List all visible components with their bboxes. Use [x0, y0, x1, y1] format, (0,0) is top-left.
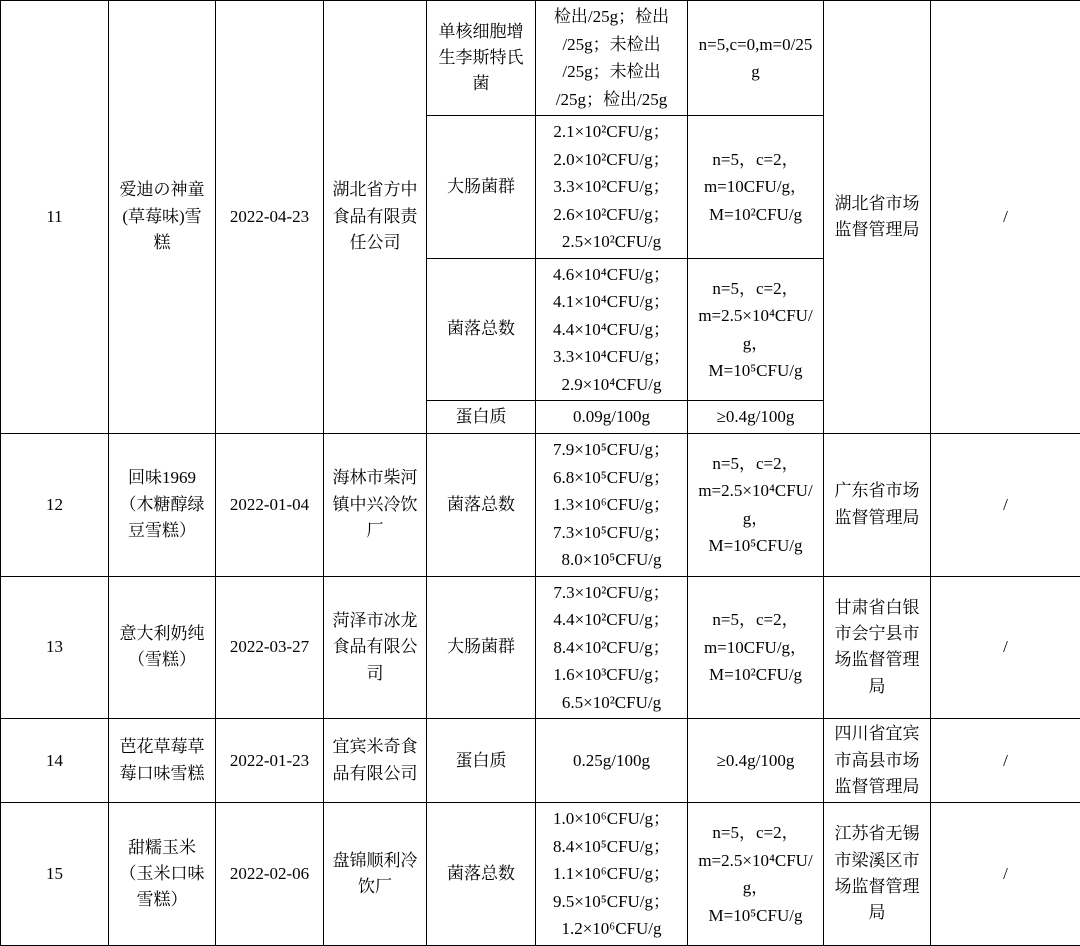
cell-test-result: 7.9×10⁵CFU/g； 6.8×10⁵CFU/g； 1.3×10⁶CFU/g； 7.3×10⁵CFU/g； 8.0×10⁵CFU/g [536, 433, 688, 576]
cell-test-result: 0.25g/100g [536, 719, 688, 803]
cell-test-item: 大肠菌群 [427, 116, 536, 259]
table-row [1, 433, 1080, 576]
cell-test-item: 菌落总数 [427, 258, 536, 401]
cell-note: / [931, 576, 1080, 719]
cell-production-date: 2022-01-23 [216, 719, 324, 803]
cell-manufacturer: 菏泽市冰龙 食品有限公 司 [324, 576, 427, 719]
cell-production-date: 2022-03-27 [216, 576, 324, 719]
table-row [1, 803, 1080, 946]
cell-manufacturer: 海林市柴河 镇中兴冷饮 厂 [324, 433, 427, 576]
cell-index: 13 [1, 576, 109, 719]
cell-product-name: 意大利奶纯 （雪糕） [109, 576, 216, 719]
cell-inspection-org: 四川省宜宾 市高县市场 监督管理局 [824, 719, 931, 803]
cell-product-name: 芭花草莓草 莓口味雪糕 [109, 719, 216, 803]
table-body [1, 1, 1080, 946]
cell-inspection-org: 江苏省无锡 市梁溪区市 场监督管理 局 [824, 803, 931, 946]
cell-standard-value: n=5，c=2， m=2.5×10⁴CFU/ g， M=10⁵CFU/g [688, 258, 824, 401]
cell-test-item: 蛋白质 [427, 719, 536, 803]
cell-manufacturer: 盘锦顺利冷 饮厂 [324, 803, 427, 946]
cell-inspection-org: 湖北省市场 监督管理局 [824, 1, 931, 434]
table-row [1, 576, 1080, 719]
cell-index: 11 [1, 1, 109, 434]
cell-note: / [931, 803, 1080, 946]
table-row [1, 1, 1080, 116]
cell-standard-value: n=5，c=2， m=10CFU/g， M=10²CFU/g [688, 576, 824, 719]
table-row [1, 719, 1080, 803]
cell-index: 15 [1, 803, 109, 946]
cell-standard-value: n=5,c=0,m=0/25 g [688, 1, 824, 116]
cell-note: / [931, 719, 1080, 803]
cell-production-date: 2022-01-04 [216, 433, 324, 576]
cell-note: / [931, 433, 1080, 576]
cell-standard-value: ≥0.4g/100g [688, 719, 824, 803]
cell-product-name: 回味1969 （木糖醇绿 豆雪糕） [109, 433, 216, 576]
cell-test-result: 4.6×10⁴CFU/g； 4.1×10⁴CFU/g； 4.4×10⁴CFU/g； 3.3×10⁴CFU/g； 2.9×10⁴CFU/g [536, 258, 688, 401]
cell-test-item: 菌落总数 [427, 803, 536, 946]
cell-test-item: 单核细胞增 生李斯特氏 菌 [427, 1, 536, 116]
cell-inspection-org: 广东省市场 监督管理局 [824, 433, 931, 576]
cell-standard-value: n=5，c=2， m=2.5×10⁴CFU/ g， M=10⁵CFU/g [688, 803, 824, 946]
cell-production-date: 2022-04-23 [216, 1, 324, 434]
cell-test-item: 菌落总数 [427, 433, 536, 576]
cell-product-name: 甜糯玉米 （玉米口味 雪糕） [109, 803, 216, 946]
cell-test-result: 0.09g/100g [536, 401, 688, 434]
cell-standard-value: n=5，c=2， m=10CFU/g， M=10²CFU/g [688, 116, 824, 259]
cell-test-result: 7.3×10²CFU/g； 4.4×10²CFU/g； 8.4×10²CFU/g； 1.6×10³CFU/g； 6.5×10²CFU/g [536, 576, 688, 719]
cell-product-name: 爱迪の神童 (草莓味)雪 糕 [109, 1, 216, 434]
cell-standard-value: ≥0.4g/100g [688, 401, 824, 434]
cell-index: 14 [1, 719, 109, 803]
cell-note: / [931, 1, 1080, 434]
cell-manufacturer: 宜宾米奇食 品有限公司 [324, 719, 427, 803]
cell-test-result: 2.1×10²CFU/g； 2.0×10²CFU/g； 3.3×10²CFU/g； 2.6×10²CFU/g； 2.5×10²CFU/g [536, 116, 688, 259]
cell-standard-value: n=5，c=2， m=2.5×10⁴CFU/ g， M=10⁵CFU/g [688, 433, 824, 576]
cell-test-item: 蛋白质 [427, 401, 536, 434]
cell-test-result: 检出/25g；检出 /25g；未检出 /25g；未检出 /25g；检出/25g [536, 1, 688, 116]
cell-test-result: 1.0×10⁶CFU/g； 8.4×10⁵CFU/g； 1.1×10⁶CFU/g； 9.5×10⁵CFU/g； 1.2×10⁶CFU/g [536, 803, 688, 946]
cell-inspection-org: 甘肃省白银 市会宁县市 场监督管理 局 [824, 576, 931, 719]
cell-index: 12 [1, 433, 109, 576]
cell-manufacturer: 湖北省方中 食品有限责 任公司 [324, 1, 427, 434]
cell-production-date: 2022-02-06 [216, 803, 324, 946]
cell-test-item: 大肠菌群 [427, 576, 536, 719]
